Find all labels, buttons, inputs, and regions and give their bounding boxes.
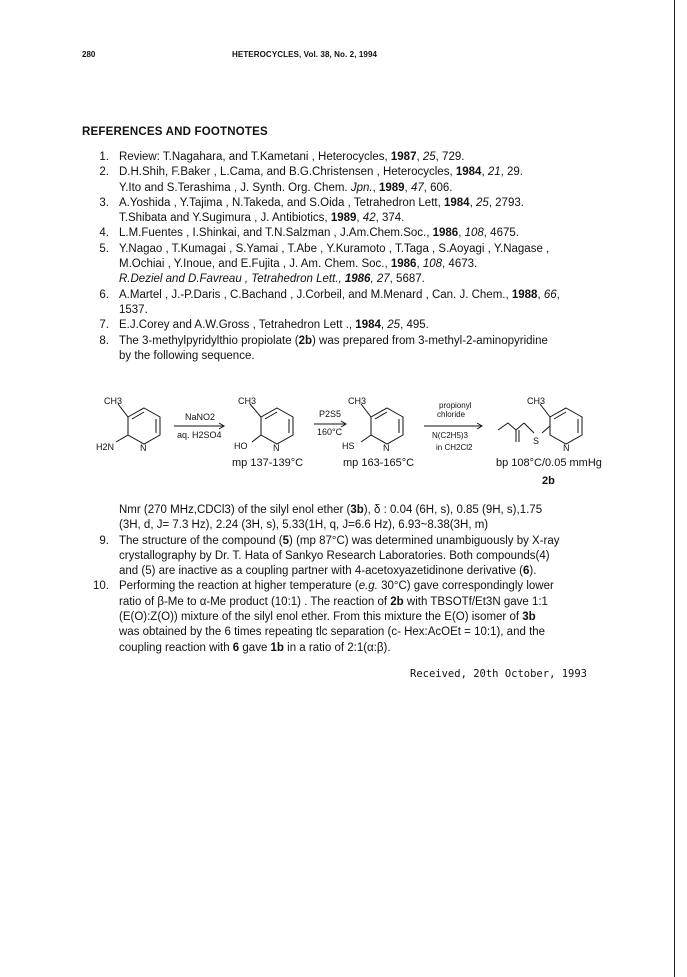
reference-1: 1. Review: T.Nagahara, and T.Kametani , Heterocycles, 1987, 25, 729. xyxy=(99,151,465,163)
melting-point-2: mp 163-165°C xyxy=(343,457,415,469)
hydroxypyridine-structure xyxy=(234,396,293,453)
reference-10: 10. Performing the reaction at higher temperature (e.g. 30°C) gave correspondingly lower ratio of β-Me to α-Me product (10:1) . The reaction of 2b with TBSOTf/Et3N gave 1:1 (E(O):Z(O)) mixture of the silyl enol ether. From this mixture the E(O) isomer of 3b was obtained by the 6 times repeating tlc separation (c- Hex:AcOEt = 10:1), and the coupling reaction with 6 gave 1b in a ratio of 2:1(α:β). xyxy=(93,580,554,654)
melting-point-1: mp 137-139°C xyxy=(232,457,304,469)
reference-5: 5. Y.Nagao , T.Kumagai , S.Yamai , T.Abe , Y.Kuramoto , T.Taga , S.Aoyagi , Y.Nagase , M.Ochiai , Y.Inoue, and E.Fujita , J. Am. Chem. Soc., 1986, 108, 4673. R.Deziel and D.Favreau , Tetrahedron Lett., 1986, 27, 5687. xyxy=(99,242,550,286)
reaction-scheme-drawing xyxy=(82,392,642,492)
page-edge-line xyxy=(674,0,675,977)
amino-label: H2N xyxy=(96,442,115,452)
reference-9: 9. The structure of the compound (5) (mp 87°C) was determined unambiguously by X-ray crystallography by Dr. T. Hata of Sankyo Research Laboratories. Both compounds(4) and (5) are inactive as a coupling partner with 4-acetoxyazetidinone derivative (6). xyxy=(99,534,560,578)
reagent-solvent: in CH2Cl2 xyxy=(436,443,473,452)
reaction-arrow-1 xyxy=(174,412,224,440)
thioester-product-structure xyxy=(498,396,582,453)
page-number: 280 xyxy=(82,50,96,59)
thio-label: S xyxy=(533,436,540,446)
ring-nitrogen-4: N xyxy=(563,443,570,453)
reference-4: 4. L.M.Fuentes , I.Shinkai, and T.N.Salzman , J.Am.Chem.Soc., 1986, 108, 4675. xyxy=(99,227,519,240)
methyl-label-2: CH3 xyxy=(238,396,257,406)
reference-8: 8. The 3-methylpyridylthio propiolate (2b) was prepared from 3-methyl-2-aminopyridine by the following sequence. xyxy=(99,334,548,362)
reagent-chloride: chloride xyxy=(437,410,466,419)
reagent-temperature: 160°C xyxy=(317,427,343,437)
reference-2: 2. D.H.Shih, F.Baker , L.Cama, and B.G.Christensen , Heterocycles, 1984, 21, 29. Y.Ito and S.Terashima , J. Synth. Org. Chem. Jpn., 1989, 47, 606. xyxy=(99,166,524,194)
reaction-arrow-2 xyxy=(314,409,346,437)
methyl-label-1: CH3 xyxy=(104,396,123,406)
methyl-label-3: CH3 xyxy=(348,396,367,406)
reference-list-continued xyxy=(82,503,622,656)
boiling-point: bp 108°C/0.05 mmHg xyxy=(496,457,602,469)
ring-nitrogen-2: N xyxy=(273,443,280,453)
ring-nitrogen-3: N xyxy=(383,443,390,453)
reference-7: 7. E.J.Corey and A.W.Gross , Tetrahedron Lett ., 1984, 25, 495. xyxy=(99,319,429,332)
reference-3: 3. A.Yoshida , Y.Tajima , N.Takeda, and S.Oida , Tetrahedron Lett, 1984, 25, 2793. T.Shibata and Y.Sugimura , J. Antibiotics, 1989, 42, 374. xyxy=(99,196,524,225)
reagent-nano2: NaNO2 xyxy=(185,412,216,422)
running-header: HETEROCYCLES, Vol. 38, No. 2, 1994 xyxy=(232,50,378,59)
aminopyridine-structure xyxy=(96,396,160,453)
section-heading: REFERENCES AND FOOTNOTES xyxy=(82,126,268,138)
methyl-label-4: CH3 xyxy=(527,396,546,406)
mercapto-label: HS xyxy=(342,441,355,451)
ring-nitrogen-1: N xyxy=(140,443,147,453)
product-compound-label: 2b xyxy=(542,475,555,487)
hydroxy-label: HO xyxy=(234,441,248,451)
reagent-h2so4: aq. H2SO4 xyxy=(177,430,222,440)
reagent-triethylamine: N(C2H5)3 xyxy=(432,431,469,440)
nmr-note: Nmr (270 MHz,CDCl3) of the silyl enol ether (3b), δ : 0.04 (6H, s), 0.85 (9H, s),1.75 (3H, d, J= 7.3 Hz), 2.24 (3H, s), 5.33(1H, q, J=6.6 Hz), 6.93~8.38(3H, m) xyxy=(119,504,543,532)
reagent-propionyl: propionyl xyxy=(439,401,472,410)
reference-6: 6. A.Martel , J.-P.Daris , C.Bachand , J.Corbeil, and M.Menard , Can. J. Chem., 1988, 66, 1537. xyxy=(99,288,560,316)
reaction-arrow-3 xyxy=(424,401,482,452)
reaction-scheme xyxy=(82,392,642,492)
reference-list xyxy=(82,150,622,364)
mercaptopyridine-structure xyxy=(342,396,403,453)
reagent-p2s5: P2S5 xyxy=(319,409,342,419)
received-date: Received, 20th October, 1993 xyxy=(410,668,588,680)
